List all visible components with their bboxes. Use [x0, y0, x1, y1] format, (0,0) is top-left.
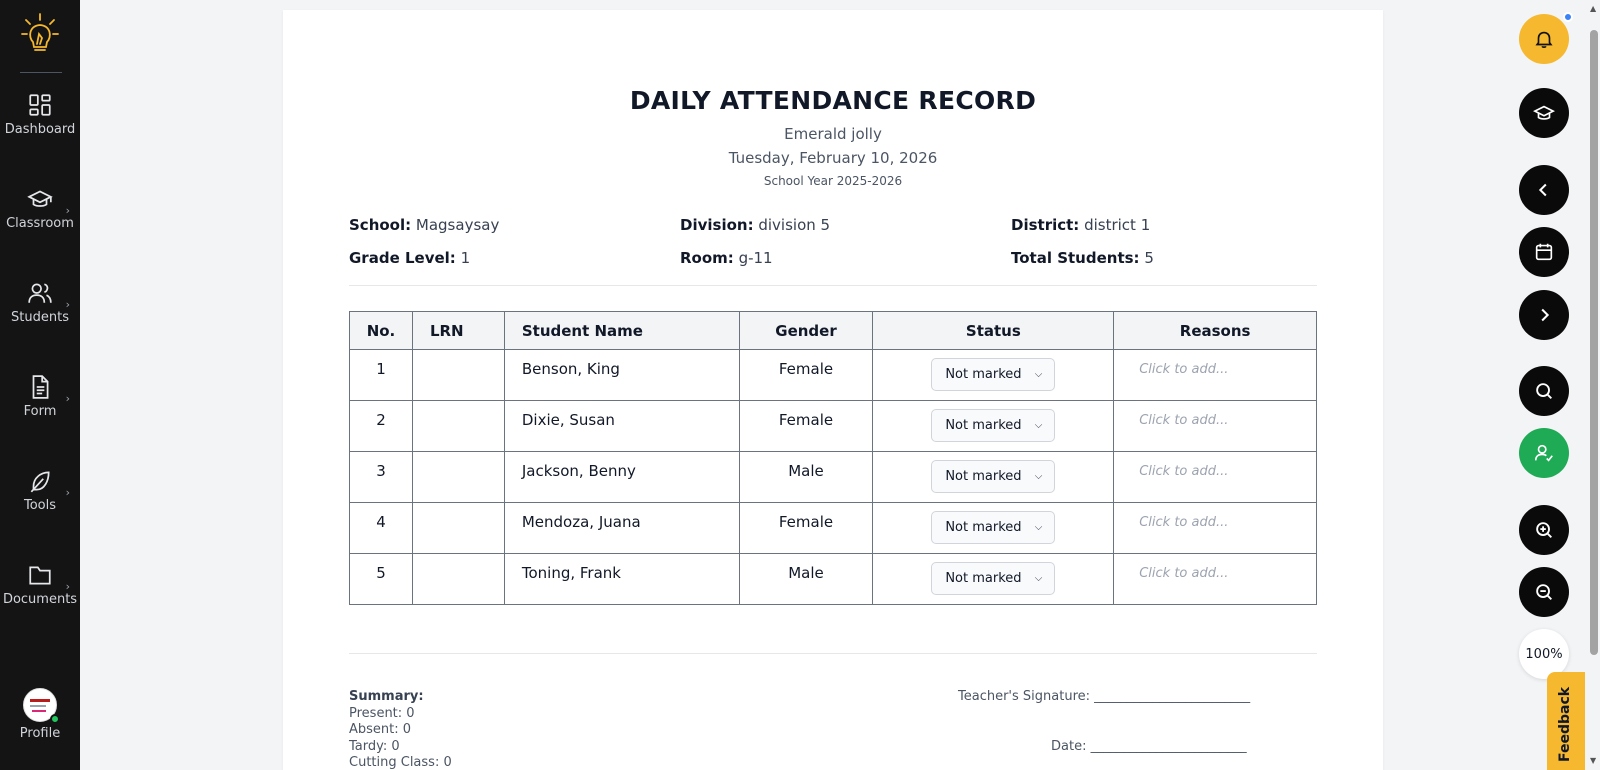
- cell-no: 3: [350, 452, 413, 503]
- zoom-in-icon: [1533, 519, 1555, 541]
- dashboard-icon: [27, 92, 53, 118]
- cell-status: [873, 452, 1114, 503]
- sidebar-item-label: Tools: [23, 498, 57, 513]
- calendar-icon: [1533, 241, 1555, 263]
- date-label: Date:: [1051, 739, 1087, 754]
- cell-gender: Female: [739, 401, 873, 452]
- status-value: Not marked: [945, 367, 1022, 382]
- sidebar: [0, 0, 80, 770]
- reason-placeholder[interactable]: Click to add...: [1139, 362, 1229, 377]
- folder-icon: [27, 562, 53, 588]
- info-label: Room:: [680, 249, 734, 267]
- status-value: Not marked: [945, 520, 1022, 535]
- graduation-cap-icon: [1533, 102, 1555, 124]
- sidebar-item-profile[interactable]: [0, 688, 80, 741]
- next-day-button[interactable]: [1519, 290, 1569, 340]
- attendance-sheet: [283, 10, 1383, 770]
- info-label: District:: [1011, 216, 1080, 234]
- cell-status: [873, 503, 1114, 554]
- date-field: [1051, 739, 1247, 754]
- status-value: Not marked: [945, 469, 1022, 484]
- column-header-gender: Gender: [739, 312, 873, 350]
- cell-no: 2: [350, 401, 413, 452]
- sidebar-item-label: Documents: [2, 592, 78, 607]
- reason-placeholder[interactable]: Click to add...: [1139, 566, 1229, 581]
- status-select[interactable]: [931, 562, 1055, 595]
- chevron-down-icon: ⌵: [1034, 420, 1043, 431]
- info-value: division 5: [758, 216, 831, 234]
- document-icon: [27, 374, 53, 400]
- zoom-level: 100%: [1525, 646, 1563, 662]
- info-room: [680, 249, 773, 267]
- zoom-out-icon: [1533, 581, 1555, 603]
- info-value: Magsaysay: [415, 216, 500, 234]
- cell-reason[interactable]: [1114, 503, 1317, 554]
- status-select[interactable]: [931, 511, 1055, 544]
- column-header-no: No.: [350, 312, 413, 350]
- zoom-out-button[interactable]: [1519, 567, 1569, 617]
- divider: [349, 285, 1317, 286]
- classroom-button[interactable]: [1519, 88, 1569, 138]
- date-line: ________________________: [1090, 739, 1247, 754]
- feedback-tab[interactable]: [1547, 672, 1585, 770]
- feedback-label: Feedback: [1557, 686, 1573, 762]
- summary-tardy: Tardy: 0: [349, 738, 400, 754]
- info-grade-level: [349, 249, 470, 267]
- chevron-right-icon: ›: [65, 204, 70, 217]
- chevron-down-icon: ⌵: [1034, 369, 1043, 380]
- info-value: district 1: [1084, 216, 1151, 234]
- signature-line: ________________________: [1094, 689, 1251, 704]
- sidebar-item-label: Form: [23, 404, 57, 419]
- scrollbar-thumb[interactable]: [1590, 30, 1598, 655]
- signature-label: Teacher's Signature:: [958, 689, 1090, 704]
- sidebar-item-dashboard[interactable]: [0, 92, 80, 162]
- notifications-button[interactable]: [1519, 14, 1569, 64]
- info-label: Total Students:: [1011, 249, 1140, 267]
- cell-student-name: Mendoza, Juana: [504, 503, 739, 554]
- sidebar-divider: [20, 72, 62, 73]
- cell-lrn: [412, 401, 504, 452]
- column-header-student-name: Student Name: [504, 312, 739, 350]
- chevron-right-icon: ›: [65, 392, 70, 405]
- summary-cutting-class: Cutting Class: 0: [349, 755, 452, 770]
- previous-day-button[interactable]: [1519, 165, 1569, 215]
- cell-gender: Female: [739, 350, 873, 401]
- graduation-cap-icon: [27, 186, 53, 212]
- column-header-lrn: LRN: [412, 312, 504, 350]
- column-header-reasons: Reasons: [1114, 312, 1317, 350]
- info-value: g-11: [738, 249, 773, 267]
- search-icon: [1533, 380, 1555, 402]
- status-select[interactable]: [931, 358, 1055, 391]
- cell-reason[interactable]: [1114, 401, 1317, 452]
- sidebar-item-students[interactable]: [0, 280, 80, 350]
- summary-heading: Summary:: [349, 689, 424, 704]
- summary-absent: Absent: 0: [349, 722, 412, 737]
- reason-placeholder[interactable]: Click to add...: [1139, 464, 1229, 479]
- calendar-button[interactable]: [1519, 227, 1569, 277]
- cell-no: 1: [350, 350, 413, 401]
- scroll-up-arrow-icon[interactable]: ▲: [1590, 4, 1597, 13]
- page-title: DAILY ATTENDANCE RECORD: [629, 86, 1037, 115]
- cell-reason[interactable]: [1114, 452, 1317, 503]
- info-school: [349, 216, 499, 234]
- record-date: Tuesday, February 10, 2026: [728, 149, 938, 167]
- cell-gender: Male: [739, 554, 873, 605]
- info-label: Division:: [680, 216, 754, 234]
- chevron-down-icon: ⌵: [1034, 573, 1043, 584]
- cell-lrn: [412, 554, 504, 605]
- info-division: [680, 216, 830, 234]
- divider: [349, 653, 1317, 654]
- summary-present: Present: 0: [349, 705, 415, 721]
- school-year: School Year 2025-2026: [763, 174, 903, 188]
- notification-badge: [1563, 12, 1573, 22]
- status-select[interactable]: [931, 460, 1055, 493]
- cell-student-name: Benson, King: [504, 350, 739, 401]
- table-row: [350, 452, 1317, 503]
- table-row: [350, 401, 1317, 452]
- user-check-icon: [1533, 442, 1555, 464]
- status-select[interactable]: [931, 409, 1055, 442]
- cell-gender: Female: [739, 503, 873, 554]
- info-label: Grade Level:: [349, 249, 456, 267]
- users-icon: [27, 280, 53, 306]
- teacher-name: Emerald jolly: [784, 125, 882, 143]
- cell-reason[interactable]: [1114, 350, 1317, 401]
- feather-icon: [27, 468, 53, 494]
- cell-no: 5: [350, 554, 413, 605]
- lightbulb-logo-icon: [20, 12, 60, 56]
- sidebar-item-form[interactable]: [0, 374, 80, 444]
- sidebar-item-label: Students: [11, 310, 69, 325]
- table-row: [350, 350, 1317, 401]
- table-header-row: [350, 312, 1317, 350]
- reason-placeholder[interactable]: Click to add...: [1139, 413, 1229, 428]
- info-value: 1: [460, 249, 471, 267]
- info-district: [1011, 216, 1150, 234]
- app-logo[interactable]: [20, 12, 60, 56]
- info-value: 5: [1144, 249, 1154, 267]
- sidebar-item-documents[interactable]: [0, 562, 80, 632]
- cell-student-name: Jackson, Benny: [504, 452, 739, 503]
- scroll-down-arrow-icon[interactable]: ▼: [1590, 756, 1597, 765]
- info-label: School:: [349, 216, 412, 234]
- status-value: Not marked: [945, 418, 1022, 433]
- sidebar-item-classroom[interactable]: [0, 186, 80, 256]
- sidebar-item-tools[interactable]: [0, 468, 80, 538]
- mark-attendance-button[interactable]: [1519, 428, 1569, 478]
- zoom-in-button[interactable]: [1519, 505, 1569, 555]
- table-row: [350, 503, 1317, 554]
- info-total-students: [1011, 249, 1154, 267]
- online-status-dot: [50, 714, 60, 724]
- cell-status: [873, 401, 1114, 452]
- sidebar-item-label: Classroom: [6, 216, 74, 231]
- chevron-right-icon: ›: [65, 580, 70, 593]
- profile-label: Profile: [19, 726, 61, 741]
- teacher-signature-field: [958, 689, 1250, 704]
- chevron-right-icon: [1533, 304, 1555, 326]
- chevron-right-icon: ›: [65, 486, 70, 499]
- chevron-right-icon: ›: [65, 298, 70, 311]
- chevron-left-icon: [1533, 179, 1555, 201]
- cell-status: [873, 350, 1114, 401]
- search-button[interactable]: [1519, 366, 1569, 416]
- table-row: [350, 554, 1317, 605]
- cell-no: 4: [350, 503, 413, 554]
- chevron-down-icon: ⌵: [1034, 522, 1043, 533]
- cell-lrn: [412, 503, 504, 554]
- reason-placeholder[interactable]: Click to add...: [1139, 515, 1229, 530]
- chevron-down-icon: ⌵: [1034, 471, 1043, 482]
- cell-student-name: Dixie, Susan: [504, 401, 739, 452]
- attendance-summary: [349, 689, 452, 770]
- cell-lrn: [412, 452, 504, 503]
- cell-gender: Male: [739, 452, 873, 503]
- column-header-status: Status: [873, 312, 1114, 350]
- attendance-table: [349, 311, 1317, 605]
- sidebar-item-label: Dashboard: [4, 122, 76, 137]
- bell-icon: [1533, 28, 1555, 50]
- cell-reason[interactable]: [1114, 554, 1317, 605]
- status-value: Not marked: [945, 571, 1022, 586]
- cell-student-name: Toning, Frank: [504, 554, 739, 605]
- cell-status: [873, 554, 1114, 605]
- cell-lrn: [412, 350, 504, 401]
